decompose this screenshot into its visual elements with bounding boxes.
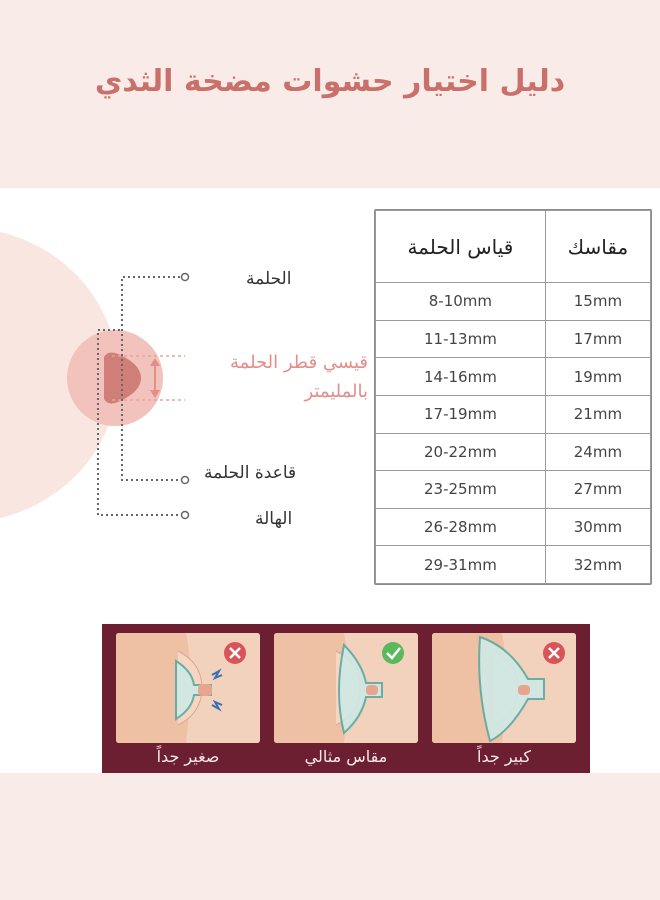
footer-band (0, 773, 660, 900)
check-mark-icon (382, 642, 404, 664)
cell-size: 15mm (545, 283, 650, 321)
cell-size: 19mm (545, 358, 650, 396)
dot-base (182, 477, 189, 484)
too-large-illustration (432, 633, 576, 743)
cell-nipple: 23-25mm (376, 471, 546, 509)
dot-areola (182, 512, 189, 519)
too-small-illustration (116, 633, 260, 743)
label-areola: الهالة (255, 509, 293, 529)
table-row (376, 283, 651, 321)
caption-too-large: كبير جداً (477, 747, 531, 766)
table-row (376, 433, 651, 471)
fit-guide-panel (102, 624, 590, 774)
cell-size: 32mm (545, 546, 650, 584)
size-table (374, 209, 652, 585)
fit-card-perfect (274, 633, 418, 743)
caption-too-small: صغير جداً (156, 747, 220, 766)
cell-nipple: 29-31mm (376, 546, 546, 584)
cell-nipple: 11-13mm (376, 320, 546, 358)
cell-size: 17mm (545, 320, 650, 358)
fit-card-too-large (432, 633, 576, 743)
cell-nipple: 26-28mm (376, 508, 546, 546)
cell-size: 27mm (545, 471, 650, 509)
dot-nipple (182, 274, 189, 281)
label-measure-line1: قيسي قطر الحلمة (230, 352, 368, 373)
table-row (376, 546, 651, 584)
fit-card-too-small (116, 633, 260, 743)
header-nipple-size: قياس الحلمة (376, 211, 546, 283)
table-row (376, 395, 651, 433)
cell-nipple: 20-22mm (376, 433, 546, 471)
cell-nipple: 14-16mm (376, 358, 546, 396)
table-row (376, 508, 651, 546)
cell-size: 24mm (545, 433, 650, 471)
label-nipple-base: قاعدة الحلمة (204, 463, 297, 483)
perfect-fit-illustration (274, 633, 418, 743)
cell-nipple: 8-10mm (376, 283, 546, 321)
header-your-size: مقاسك (545, 211, 650, 283)
caption-perfect-fit: مقاس مثالي (304, 747, 388, 766)
table-row (376, 471, 651, 509)
cell-size: 30mm (545, 508, 650, 546)
label-nipple: الحلمة (246, 269, 292, 289)
page-title: دليل اختيار حشوات مضخة الثدي (94, 64, 566, 99)
label-measure-line2: بالمليمتر (304, 381, 368, 402)
table-header-row (376, 211, 651, 283)
label-measure (198, 348, 368, 406)
cell-size: 21mm (545, 395, 650, 433)
table-row (376, 358, 651, 396)
table-row (376, 320, 651, 358)
cell-nipple: 17-19mm (376, 395, 546, 433)
breast-diagram (0, 200, 370, 560)
